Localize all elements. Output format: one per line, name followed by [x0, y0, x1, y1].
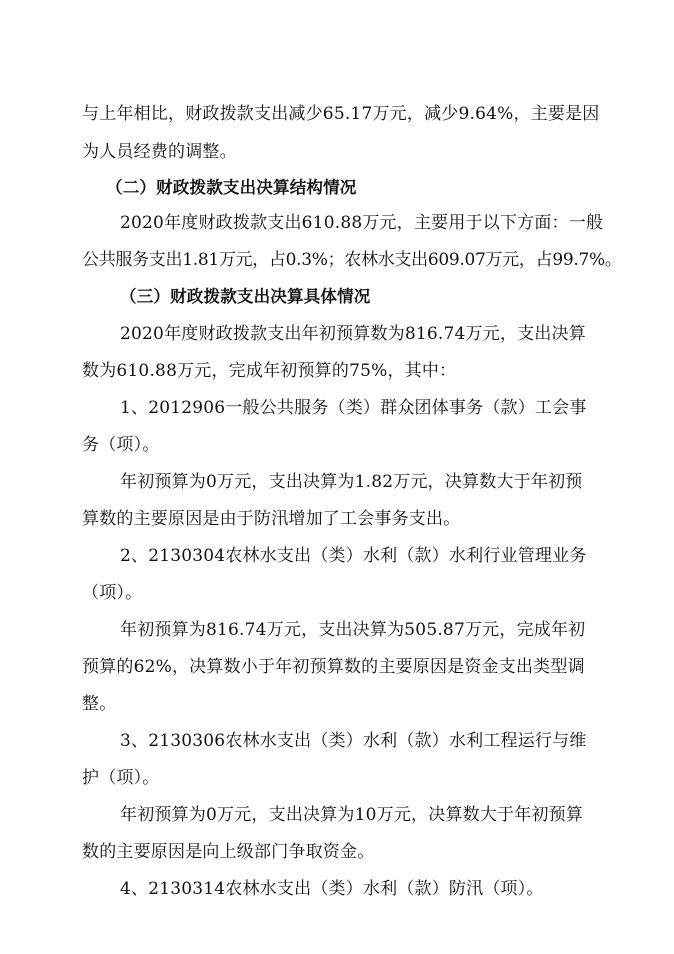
paragraph-line: 务（项）。: [82, 435, 160, 455]
paragraph-line: 年初预算为816.74万元，支出决算为505.87万元，完成年初: [120, 620, 586, 640]
section-heading: （二）财政拨款支出决算结构情况: [106, 178, 357, 197]
paragraph-line: 公共服务支出1.81万元，占0.3%；农林水支出609.07万元，占99.7%。: [82, 250, 622, 270]
paragraph-line: 2020年度财政拨款支出年初预算数为816.74万元，支出决算: [120, 324, 586, 344]
paragraph-line: 与上年相比，财政拨款支出减少65.17万元，减少9.64%，主要是因: [82, 104, 600, 124]
paragraph-line: 2020年度财政拨款支出610.88万元，主要用于以下方面：一般: [120, 213, 604, 233]
paragraph-line: 3、2130306农林水支出（类）水利（款）水利工程运行与维: [120, 731, 587, 751]
paragraph-line: 整。: [82, 694, 117, 714]
paragraph-line: 年初预算为0万元，支出决算为1.82万元，决算数大于年初预: [120, 472, 583, 492]
paragraph-line: （项）。: [82, 583, 143, 603]
paragraph-line: 护（项）。: [82, 768, 160, 788]
paragraph-line: 为人员经费的调整。: [82, 142, 237, 162]
paragraph-line: 2、2130304农林水支出（类）水利（款）水利行业管理业务: [120, 546, 587, 566]
paragraph-line: 预算的62%，决算数小于年初预算数的主要原因是资金支出类型调: [82, 657, 585, 677]
paragraph-line: 4、2130314农林水支出（类）水利（款）防汛（项）。: [120, 879, 544, 899]
paragraph-line: 数为610.88万元，完成年初预算的75%，其中：: [82, 361, 457, 381]
paragraph-line: 1、2012906一般公共服务（类）群众团体事务（款）工会事: [120, 398, 587, 418]
paragraph-line: 数的主要原因是向上级部门争取资金。: [82, 842, 375, 862]
paragraph-line: 算数的主要原因是由于防汛增加了工会事务支出。: [82, 509, 461, 529]
paragraph-line: 年初预算为0万元，支出决算为10万元，决算数大于年初预算: [120, 805, 584, 825]
section-heading: （三）财政拨款支出决算具体情况: [120, 287, 371, 306]
